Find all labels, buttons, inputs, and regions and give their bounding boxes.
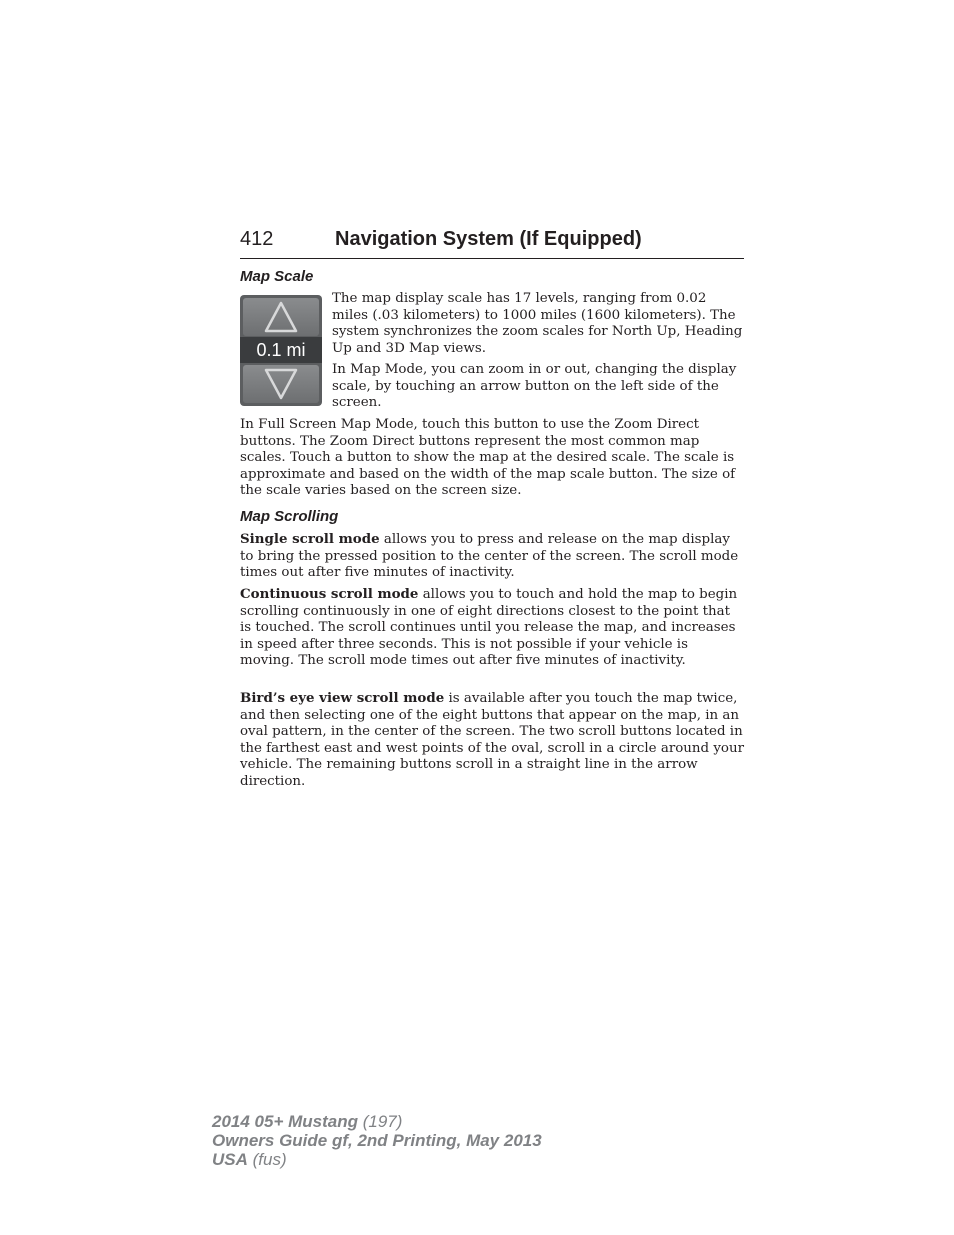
page-title: Navigation System (If Equipped) — [335, 228, 642, 250]
page-footer — [212, 1112, 542, 1169]
footer-line-3 — [212, 1150, 542, 1169]
continuous-scroll-text: allows you to touch and hold the map to begin scrolling continuously in one of eight directions closest to the point that is touched. The scroll continues until you release the map, and increases in speed after three seconds. This is not possible if your vehicle is moving. The scroll mode times out after five minutes of inactivity. — [240, 587, 738, 668]
single-scroll-text: allows you to press and release on the map display to bring the pressed position to the center of the screen. The scroll mode times out after five minutes of inactivity. — [240, 532, 739, 580]
map-scale-widget — [240, 295, 322, 406]
footer-model-code: (197) — [358, 1112, 403, 1131]
footer-market: USA — [212, 1150, 248, 1169]
map-scale-paragraph-1: The map display scale has 17 levels, ranging from 0.02 miles (.03 kilometers) to 1000 miles (1600 kilometers). The system synchronizes the zoom scales for North Up, Heading Up and 3D Map views. — [332, 291, 743, 356]
page-header — [240, 228, 744, 259]
birds-eye-scroll-text: is available after you touch the map twice, and then selecting one of the eight buttons that appear on the map, in an oval pattern, in the center of the screen. The two scroll buttons located in the farthest east and west points of the oval, scroll in a circle around your vehicle. The remaining buttons scroll in a straight line in the arrow direction. — [240, 691, 745, 789]
footer-line-1 — [212, 1112, 542, 1131]
map-scale-heading: Map Scale — [240, 268, 314, 285]
single-scroll-term: Single scroll mode — [240, 531, 380, 547]
birds-eye-scroll-paragraph — [240, 690, 744, 790]
triangle-down-icon — [263, 367, 299, 401]
scale-label: 0.1 mi — [240, 337, 322, 363]
map-scrolling-heading: Map Scrolling — [240, 508, 339, 525]
triangle-up-icon — [263, 300, 299, 334]
single-scroll-paragraph — [240, 531, 744, 582]
zoom-out-button[interactable] — [243, 365, 319, 403]
footer-market-code: (fus) — [247, 1150, 287, 1169]
map-scale-paragraph-2: In Map Mode, you can zoom in or out, changing the display scale, by touching an arrow button on the left side of the screen. — [332, 362, 737, 410]
continuous-scroll-paragraph — [240, 586, 744, 670]
footer-line-2: Owners Guide gf, 2nd Printing, May 2013 — [212, 1131, 542, 1150]
zoom-in-button[interactable] — [243, 298, 319, 336]
page-number: 412 — [240, 228, 274, 250]
continuous-scroll-term: Continuous scroll mode — [240, 586, 419, 602]
map-scale-paragraph-3: In Full Screen Map Mode, touch this button to use the Zoom Direct buttons. The Zoom Direct buttons represent the most common map scales. Touch a button to show the map at the desired scale. The scale is approximate and based on the width of the map scale button. The size of the scale varies based on the screen size. — [240, 417, 736, 498]
birds-eye-scroll-term: Bird’s eye view scroll mode — [240, 690, 445, 706]
footer-model: 2014 05+ Mustang — [212, 1112, 358, 1131]
